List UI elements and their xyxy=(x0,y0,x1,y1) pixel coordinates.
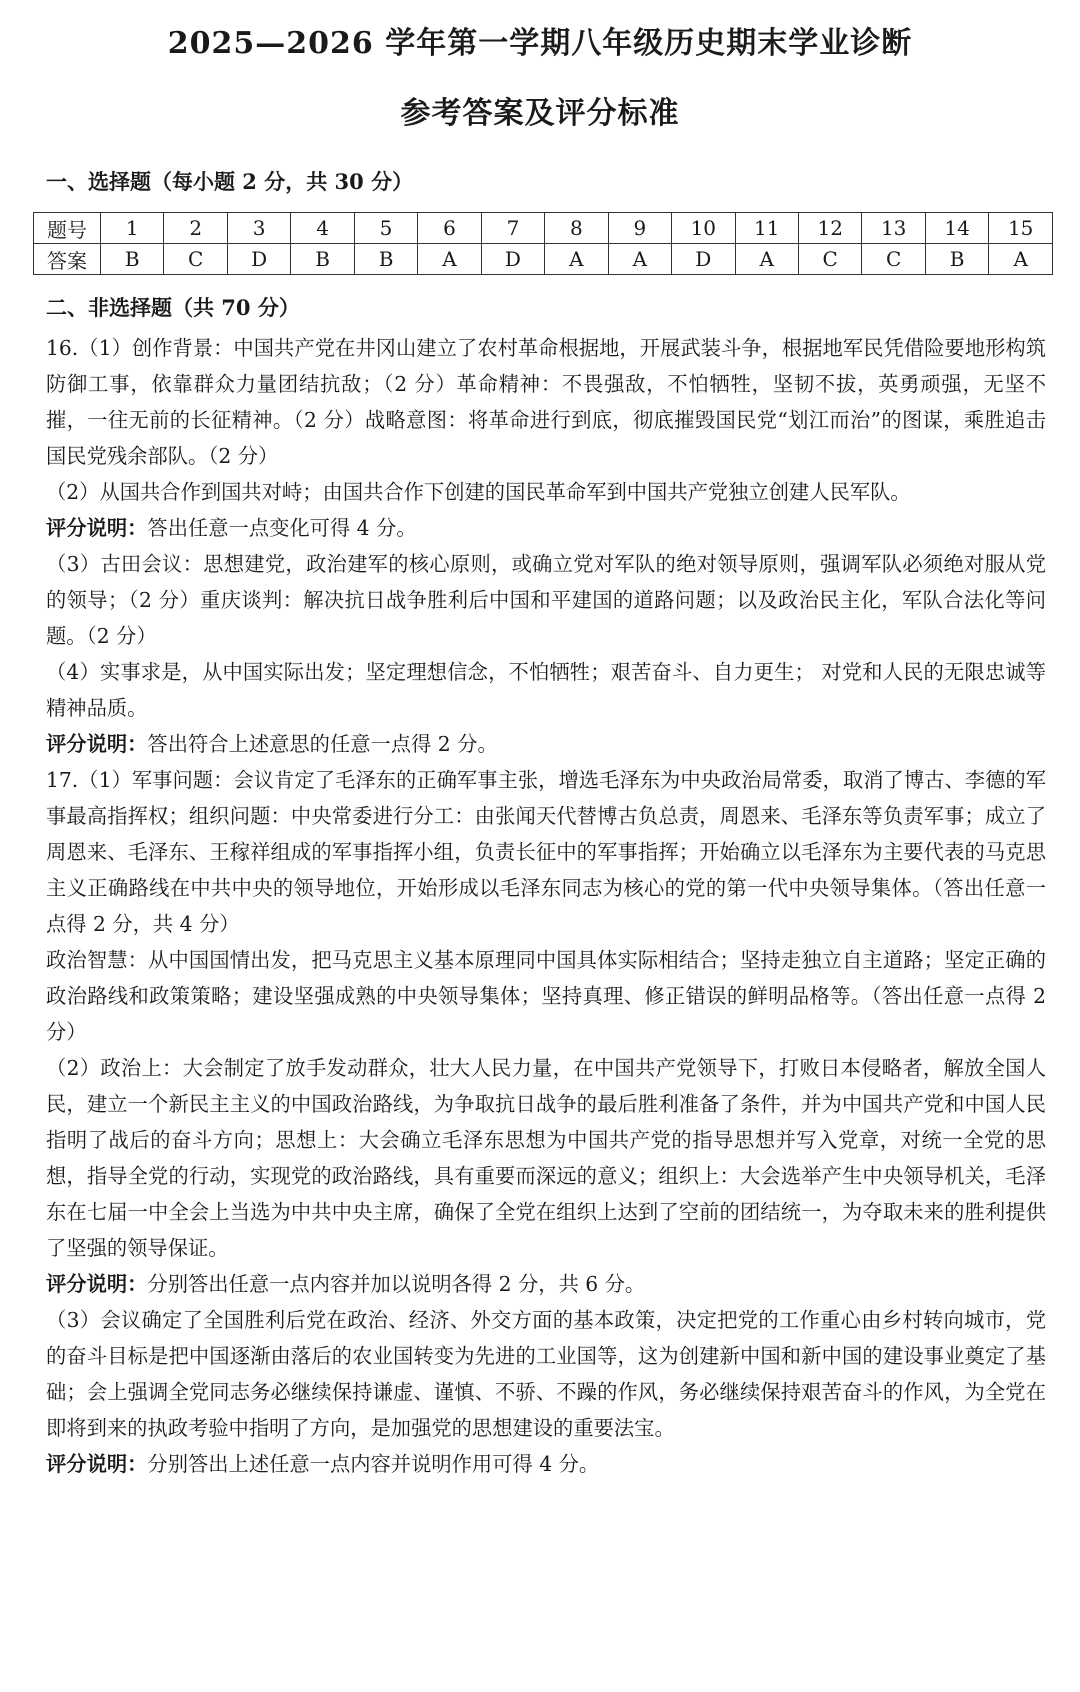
answer-paragraph: （4）实事求是，从中国实际出发；坚定理想信念，不怕牺牲；艰苦奋斗、自力更生； 对党和人民的无限忠诚等精神品质。 xyxy=(46,660,1046,720)
answer-table xyxy=(33,212,1053,275)
question-number: 9 xyxy=(608,213,671,244)
answer-cell: A xyxy=(989,244,1053,275)
answer-paragraph: 17.（1）军事问题：会议肯定了毛泽东的正确军事主张，增选毛泽东为中央政治局常委，取消了博古、李德的军事最高指挥权；组织问题：中央常委进行分工：由张闻天代替博古负总责，周恩来、毛泽东等负责军事；成立了周恩来、毛泽东、王稼祥组成的军事指挥小组，负责长征中的军事指挥；开始确立以毛泽东为主要代表的马克思主义正确路线在中共中央的领导地位，开始形成以毛泽东同志为核心的党的第一代中央领导集体。（答出任意一点得 2 分，共 4 分） xyxy=(46,768,1046,936)
scoring-note-label: 评分说明： xyxy=(46,1272,148,1296)
answer-cell: A xyxy=(418,244,481,275)
question-number: 15 xyxy=(989,213,1053,244)
answer-paragraph: （3）会议确定了全国胜利后党在政治、经济、外交方面的基本政策，决定把党的工作重心由乡村转向城市，党的奋斗目标是把中国逐渐由落后的农业国转变为先进的工业国等，这为创建新中国和新中国的建设事业奠定了基础；会上强调全党同志务必继续保持谦虚、谨慎、不骄、不躁的作风，务必继续保持艰苦奋斗的作风，为全党在即将到来的执政考验中指明了方向，是加强党的思想建设的重要法宝。 xyxy=(46,1308,1046,1440)
row-label-answer: 答案 xyxy=(34,244,101,275)
question-number: 10 xyxy=(672,213,735,244)
answer-cell: A xyxy=(735,244,798,275)
question-number: 1 xyxy=(101,213,164,244)
page-subtitle: 参考答案及评分标准 xyxy=(400,96,680,131)
answer-paragraph: 16.（1）创作背景：中国共产党在井冈山建立了农村革命根据地，开展武装斗争，根据地军民凭借险要地形构筑防御工事，依靠群众力量团结抗敌；（2 分）革命精神：不畏强敌，不怕牺牲，坚韧不拔，英勇顽强，无坚不摧，一往无前的长征精神。（2 分）战略意图：将革命进行到底，彻底摧毁国民党“划江而治”的图谋，乘胜追击国民党残余部队。（2 分） xyxy=(46,336,1046,468)
answer-cell: A xyxy=(545,244,608,275)
scoring-note xyxy=(46,1446,1046,1482)
question-number: 8 xyxy=(545,213,608,244)
question-number: 14 xyxy=(925,213,988,244)
answer-cell: B xyxy=(354,244,417,275)
answer-cell: C xyxy=(164,244,227,275)
answer-cell: D xyxy=(481,244,544,275)
answer-cell: B xyxy=(101,244,164,275)
question-number: 4 xyxy=(291,213,354,244)
scoring-note-text: 答出符合上述意思的任意一点得 2 分。 xyxy=(147,732,498,756)
scoring-note xyxy=(46,726,1046,762)
answer-cell: A xyxy=(608,244,671,275)
answer-paragraph: 政治智慧：从中国国情出发，把马克思主义基本原理同中国具体实际相结合；坚持走独立自主道路；坚定正确的政治路线和政策策略；建设坚强成熟的中央领导集体；坚持真理、修正错误的鲜明品格等。（答出任意一点得 2 分） xyxy=(46,948,1046,1044)
scoring-note xyxy=(46,510,1046,546)
question-number: 6 xyxy=(418,213,481,244)
answer-cell: C xyxy=(798,244,861,275)
scoring-note-label: 评分说明： xyxy=(46,1452,148,1476)
answer-cell: D xyxy=(227,244,290,275)
scoring-note-text: 答出任意一点变化可得 4 分。 xyxy=(147,516,417,540)
answer-cell: B xyxy=(291,244,354,275)
answer-paragraph: （2）政治上：大会制定了放手发动群众，壮大人民力量，在中国共产党领导下，打败日本侵略者，解放全国人民，建立一个新民主主义的中国政治路线，为争取抗日战争的最后胜利准备了条件，并为中国共产党和中国人民指明了战后的奋斗方向；思想上：大会确立毛泽东思想为中国共产党的指导思想并写入党章，对统一全党的思想，指导全党的行动，实现党的政治路线，具有重要而深远的意义；组织上：大会选举产生中央领导机关，毛泽东在七届一中全会上当选为中共中央主席，确保了全党在组织上达到了空前的团结统一，为夺取未来的胜利提供了坚强的领导保证。 xyxy=(46,1056,1046,1260)
question-number: 13 xyxy=(862,213,925,244)
answer-paragraph: （2）从国共合作到国共对峙；由国共合作下创建的国民革命军到中国共产党独立创建人民军队。 xyxy=(46,480,911,504)
row-label-question: 题号 xyxy=(34,213,101,244)
question-number: 5 xyxy=(354,213,417,244)
answer-body xyxy=(46,330,1046,1482)
section-heading-choice: 一、选择题（每小题 2 分，共 30 分） xyxy=(46,169,414,194)
scoring-note xyxy=(46,1266,1046,1302)
page-title: 2025—2026 学年第一学期八年级历史期末学业诊断 xyxy=(167,26,913,61)
scoring-note-label: 评分说明： xyxy=(46,732,148,756)
scoring-note-label: 评分说明： xyxy=(46,516,148,540)
question-number: 2 xyxy=(164,213,227,244)
question-number-row xyxy=(34,213,1053,244)
question-number: 12 xyxy=(798,213,861,244)
scoring-note-text: 分别答出上述任意一点内容并说明作用可得 4 分。 xyxy=(147,1452,600,1476)
section-heading-open: 二、非选择题（共 70 分） xyxy=(46,295,300,320)
answer-cell: B xyxy=(925,244,988,275)
answer-row xyxy=(34,244,1053,275)
answer-paragraph: （3）古田会议：思想建党，政治建军的核心原则，或确立党对军队的绝对领导原则，强调军队必须绝对服从党的领导；（2 分）重庆谈判：解决抗日战争胜利后中国和平建国的道路问题；以及政治民主化，军队合法化等问题。（2 分） xyxy=(46,552,1046,648)
question-number: 7 xyxy=(481,213,544,244)
answer-cell: D xyxy=(672,244,735,275)
question-number: 11 xyxy=(735,213,798,244)
question-number: 3 xyxy=(227,213,290,244)
scoring-note-text: 分别答出任意一点内容并加以说明各得 2 分，共 6 分。 xyxy=(147,1272,646,1296)
answer-cell: C xyxy=(862,244,925,275)
